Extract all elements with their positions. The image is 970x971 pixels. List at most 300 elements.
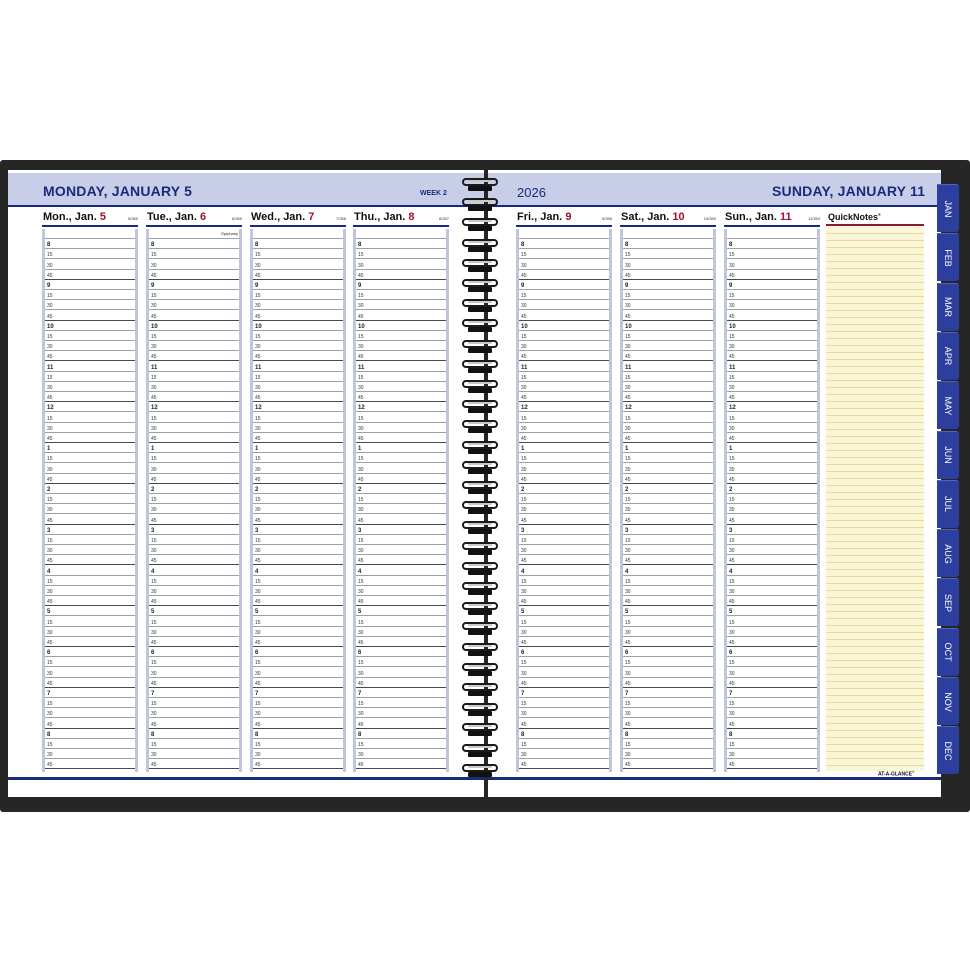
time-slot[interactable] (356, 515, 446, 525)
time-slot[interactable] (356, 596, 446, 606)
time-slot[interactable] (45, 657, 135, 667)
time-slot[interactable] (727, 759, 817, 769)
time-slot[interactable] (356, 566, 446, 576)
time-slot[interactable] (727, 280, 817, 290)
time-slot[interactable] (623, 504, 713, 514)
time-slot[interactable] (356, 239, 446, 249)
time-slot[interactable] (149, 708, 239, 718)
time-slot[interactable] (727, 596, 817, 606)
time-slot[interactable] (149, 759, 239, 769)
time-slot[interactable] (356, 668, 446, 678)
time-slot[interactable] (253, 515, 343, 525)
time-slot[interactable] (45, 555, 135, 565)
time-slot[interactable] (356, 300, 446, 310)
time-slot[interactable] (45, 433, 135, 443)
time-slot[interactable] (45, 627, 135, 637)
time-slot[interactable] (519, 249, 609, 259)
time-slot[interactable] (45, 382, 135, 392)
time-slot[interactable] (45, 729, 135, 739)
time-slot[interactable] (356, 678, 446, 688)
time-slot[interactable] (519, 280, 609, 290)
time-slot[interactable] (623, 729, 713, 739)
time-slot[interactable] (149, 280, 239, 290)
time-slot[interactable] (253, 474, 343, 484)
time-slot[interactable] (253, 596, 343, 606)
time-slot[interactable] (45, 464, 135, 474)
time-slot[interactable] (356, 362, 446, 372)
time-slot[interactable] (519, 433, 609, 443)
time-slot[interactable] (519, 229, 609, 239)
time-slot[interactable] (253, 586, 343, 596)
time-slot[interactable] (149, 698, 239, 708)
time-slot[interactable] (519, 372, 609, 382)
time-slot[interactable] (253, 688, 343, 698)
time-slot[interactable] (356, 606, 446, 616)
time-slot[interactable] (253, 647, 343, 657)
time-slot[interactable] (253, 606, 343, 616)
time-slot[interactable] (623, 657, 713, 667)
time-slot[interactable] (149, 719, 239, 729)
time-slot[interactable] (356, 759, 446, 769)
time-slot[interactable] (45, 413, 135, 423)
time-slot[interactable] (356, 413, 446, 423)
time-slot[interactable] (519, 657, 609, 667)
time-slot[interactable] (149, 300, 239, 310)
time-slot[interactable] (623, 372, 713, 382)
time-slot[interactable] (623, 515, 713, 525)
time-slot[interactable] (149, 494, 239, 504)
time-slot[interactable] (149, 627, 239, 637)
time-slot[interactable] (727, 382, 817, 392)
time-slot[interactable] (253, 555, 343, 565)
time-slot[interactable] (149, 545, 239, 555)
time-slot[interactable] (45, 504, 135, 514)
time-slot[interactable] (623, 229, 713, 239)
time-slot[interactable] (356, 474, 446, 484)
time-slot[interactable] (623, 566, 713, 576)
time-slot[interactable] (727, 555, 817, 565)
time-slot[interactable] (356, 351, 446, 361)
time-slot[interactable] (356, 749, 446, 759)
time-slot[interactable] (519, 576, 609, 586)
time-slot[interactable] (623, 280, 713, 290)
time-slot[interactable] (727, 627, 817, 637)
time-slot[interactable] (727, 637, 817, 647)
time-slot[interactable] (45, 443, 135, 453)
time-slot[interactable] (727, 311, 817, 321)
time-slot[interactable] (727, 749, 817, 759)
time-slot[interactable] (623, 453, 713, 463)
time-slot[interactable] (253, 668, 343, 678)
time-slot[interactable] (149, 331, 239, 341)
time-slot[interactable] (727, 576, 817, 586)
time-slot[interactable] (45, 280, 135, 290)
time-slot[interactable] (45, 688, 135, 698)
time-slot[interactable] (356, 341, 446, 351)
time-slot[interactable] (45, 647, 135, 657)
time-slot[interactable] (519, 545, 609, 555)
time-slot[interactable] (727, 474, 817, 484)
time-slot[interactable] (356, 423, 446, 433)
time-slot[interactable] (623, 545, 713, 555)
time-slot[interactable] (356, 290, 446, 300)
time-slot[interactable] (356, 484, 446, 494)
time-slot[interactable] (519, 392, 609, 402)
time-slot[interactable] (623, 331, 713, 341)
time-slot[interactable] (519, 260, 609, 270)
time-slot[interactable] (356, 525, 446, 535)
time-slot[interactable] (623, 759, 713, 769)
time-slot[interactable] (519, 606, 609, 616)
time-slot[interactable] (727, 698, 817, 708)
time-slot[interactable] (727, 433, 817, 443)
time-slot[interactable] (149, 392, 239, 402)
time-slot[interactable] (623, 341, 713, 351)
time-slot[interactable] (727, 392, 817, 402)
time-slot[interactable] (519, 586, 609, 596)
time-slot[interactable] (727, 719, 817, 729)
time-slot[interactable] (727, 402, 817, 412)
time-slot[interactable] (253, 698, 343, 708)
time-slot[interactable] (253, 239, 343, 249)
time-slot[interactable] (727, 464, 817, 474)
time-slot[interactable] (519, 525, 609, 535)
time-slot[interactable] (727, 525, 817, 535)
time-slot[interactable] (253, 433, 343, 443)
time-slot[interactable] (727, 504, 817, 514)
time-slot[interactable] (356, 719, 446, 729)
time-slot[interactable] (727, 351, 817, 361)
time-slot[interactable] (623, 719, 713, 729)
time-slot[interactable] (45, 300, 135, 310)
time-slot[interactable] (356, 321, 446, 331)
month-tab[interactable] (937, 283, 959, 331)
time-slot[interactable] (623, 627, 713, 637)
time-slot[interactable] (623, 494, 713, 504)
time-slot[interactable] (45, 535, 135, 545)
time-slot[interactable] (45, 739, 135, 749)
time-slot[interactable] (727, 229, 817, 239)
time-slot[interactable] (727, 657, 817, 667)
time-slot[interactable] (623, 392, 713, 402)
time-slot[interactable] (356, 555, 446, 565)
time-slot[interactable] (45, 392, 135, 402)
time-slot[interactable] (623, 678, 713, 688)
time-slot[interactable] (45, 474, 135, 484)
time-slot[interactable] (727, 453, 817, 463)
time-slot[interactable] (253, 545, 343, 555)
time-slot[interactable] (623, 688, 713, 698)
time-slot[interactable] (253, 280, 343, 290)
time-slot[interactable] (727, 372, 817, 382)
time-slot[interactable] (45, 494, 135, 504)
time-slot[interactable] (45, 362, 135, 372)
time-slot[interactable] (623, 617, 713, 627)
month-tab[interactable] (937, 578, 959, 626)
time-slot[interactable] (149, 260, 239, 270)
time-slot[interactable] (149, 402, 239, 412)
time-slot[interactable] (623, 311, 713, 321)
time-slot[interactable] (253, 657, 343, 667)
time-slot[interactable] (149, 617, 239, 627)
time-slot[interactable] (519, 341, 609, 351)
time-slot[interactable] (727, 739, 817, 749)
time-slot[interactable] (356, 372, 446, 382)
time-slot[interactable] (149, 433, 239, 443)
time-slot[interactable] (149, 249, 239, 259)
time-slot[interactable] (356, 586, 446, 596)
time-slot[interactable] (623, 443, 713, 453)
time-slot[interactable] (623, 402, 713, 412)
time-slot[interactable] (149, 453, 239, 463)
time-slot[interactable] (356, 739, 446, 749)
month-tab[interactable] (937, 431, 959, 479)
time-slot[interactable] (356, 708, 446, 718)
time-slot[interactable] (149, 749, 239, 759)
time-slot[interactable] (45, 239, 135, 249)
time-slot[interactable] (623, 351, 713, 361)
time-slot[interactable] (519, 443, 609, 453)
time-slot[interactable] (727, 321, 817, 331)
time-slot[interactable] (727, 341, 817, 351)
time-slot[interactable] (45, 668, 135, 678)
time-slot[interactable] (253, 484, 343, 494)
time-slot[interactable] (623, 708, 713, 718)
time-slot[interactable] (253, 627, 343, 637)
time-slot[interactable] (149, 372, 239, 382)
time-slot[interactable] (356, 260, 446, 270)
time-slot[interactable] (727, 260, 817, 270)
time-slot[interactable] (519, 515, 609, 525)
time-slot[interactable] (45, 341, 135, 351)
time-slot[interactable] (45, 423, 135, 433)
month-tab[interactable] (937, 480, 959, 528)
time-slot[interactable] (149, 525, 239, 535)
time-slot[interactable] (253, 249, 343, 259)
time-slot[interactable] (727, 239, 817, 249)
time-slot[interactable] (253, 402, 343, 412)
time-slot[interactable] (727, 606, 817, 616)
time-slot[interactable] (519, 504, 609, 514)
time-slot[interactable] (519, 698, 609, 708)
time-slot[interactable] (45, 260, 135, 270)
time-slot[interactable] (149, 290, 239, 300)
time-slot[interactable] (623, 606, 713, 616)
time-slot[interactable] (253, 311, 343, 321)
time-slot[interactable] (253, 331, 343, 341)
time-slot[interactable] (45, 453, 135, 463)
time-slot[interactable] (519, 239, 609, 249)
time-slot[interactable] (356, 229, 446, 239)
time-slot[interactable] (149, 229, 239, 239)
time-slot[interactable] (45, 229, 135, 239)
quicknotes-lined-area[interactable] (826, 227, 924, 771)
time-slot[interactable] (356, 311, 446, 321)
time-slot[interactable] (45, 525, 135, 535)
time-slot[interactable] (623, 423, 713, 433)
time-slot[interactable] (519, 413, 609, 423)
time-slot[interactable] (356, 535, 446, 545)
time-slot[interactable] (356, 392, 446, 402)
time-slot[interactable] (519, 321, 609, 331)
time-slot[interactable] (519, 494, 609, 504)
time-slot[interactable] (623, 739, 713, 749)
time-slot[interactable] (727, 647, 817, 657)
time-slot[interactable] (45, 678, 135, 688)
time-slot[interactable] (356, 545, 446, 555)
time-slot[interactable] (253, 453, 343, 463)
time-slot[interactable] (727, 290, 817, 300)
time-slot[interactable] (356, 637, 446, 647)
time-slot[interactable] (45, 566, 135, 576)
time-slot[interactable] (149, 637, 239, 647)
month-tab[interactable] (937, 677, 959, 725)
time-slot[interactable] (623, 290, 713, 300)
time-slot[interactable] (727, 331, 817, 341)
time-slot[interactable] (253, 719, 343, 729)
time-slot[interactable] (253, 749, 343, 759)
time-slot[interactable] (519, 311, 609, 321)
time-slot[interactable] (149, 270, 239, 280)
time-slot[interactable] (519, 678, 609, 688)
time-slot[interactable] (727, 617, 817, 627)
time-slot[interactable] (253, 525, 343, 535)
time-slot[interactable] (149, 688, 239, 698)
time-slot[interactable] (356, 453, 446, 463)
time-slot[interactable] (356, 494, 446, 504)
time-slot[interactable] (356, 688, 446, 698)
time-slot[interactable] (623, 413, 713, 423)
time-slot[interactable] (253, 229, 343, 239)
time-slot[interactable] (253, 362, 343, 372)
time-slot[interactable] (149, 657, 239, 667)
time-slot[interactable] (519, 719, 609, 729)
time-slot[interactable] (253, 413, 343, 423)
time-slot[interactable] (623, 637, 713, 647)
time-slot[interactable] (45, 576, 135, 586)
time-slot[interactable] (727, 668, 817, 678)
time-slot[interactable] (623, 525, 713, 535)
time-slot[interactable] (149, 311, 239, 321)
time-slot[interactable] (727, 494, 817, 504)
time-slot[interactable] (519, 382, 609, 392)
time-slot[interactable] (149, 668, 239, 678)
time-slot[interactable] (519, 566, 609, 576)
time-slot[interactable] (149, 576, 239, 586)
time-slot[interactable] (45, 596, 135, 606)
time-slot[interactable] (149, 555, 239, 565)
time-slot[interactable] (623, 555, 713, 565)
time-slot[interactable] (519, 351, 609, 361)
time-slot[interactable] (727, 688, 817, 698)
time-slot[interactable] (623, 535, 713, 545)
time-slot[interactable] (356, 504, 446, 514)
time-slot[interactable] (253, 617, 343, 627)
time-slot[interactable] (519, 362, 609, 372)
time-slot[interactable] (727, 586, 817, 596)
time-slot[interactable] (149, 443, 239, 453)
time-slot[interactable] (519, 759, 609, 769)
time-slot[interactable] (45, 249, 135, 259)
time-slot[interactable] (356, 647, 446, 657)
time-slot[interactable] (727, 443, 817, 453)
time-slot[interactable] (519, 555, 609, 565)
time-slot[interactable] (519, 668, 609, 678)
time-slot[interactable] (253, 443, 343, 453)
time-slot[interactable] (623, 749, 713, 759)
time-slot[interactable] (519, 535, 609, 545)
time-slot[interactable] (519, 270, 609, 280)
time-slot[interactable] (45, 484, 135, 494)
time-slot[interactable] (356, 576, 446, 586)
quicknotes-panel[interactable] (826, 210, 924, 771)
time-slot[interactable] (149, 474, 239, 484)
time-slot[interactable] (253, 392, 343, 402)
time-slot[interactable] (727, 249, 817, 259)
time-slot[interactable] (253, 351, 343, 361)
time-slot[interactable] (623, 474, 713, 484)
time-slot[interactable] (149, 606, 239, 616)
time-slot[interactable] (253, 535, 343, 545)
time-slot[interactable] (623, 647, 713, 657)
time-slot[interactable] (149, 678, 239, 688)
time-slot[interactable] (356, 280, 446, 290)
time-slot[interactable] (45, 617, 135, 627)
time-slot[interactable] (623, 249, 713, 259)
time-slot[interactable] (149, 729, 239, 739)
time-slot[interactable] (45, 321, 135, 331)
time-slot[interactable] (149, 464, 239, 474)
time-slot[interactable] (519, 474, 609, 484)
time-slot[interactable] (356, 617, 446, 627)
time-slot[interactable] (149, 596, 239, 606)
time-slot[interactable] (45, 402, 135, 412)
time-slot[interactable] (519, 402, 609, 412)
time-slot[interactable] (623, 239, 713, 249)
time-slot[interactable] (727, 678, 817, 688)
time-slot[interactable] (623, 484, 713, 494)
time-slot[interactable] (253, 678, 343, 688)
time-slot[interactable] (149, 351, 239, 361)
time-slot[interactable] (623, 464, 713, 474)
time-slot[interactable] (253, 382, 343, 392)
time-slot[interactable] (149, 739, 239, 749)
time-slot[interactable] (623, 270, 713, 280)
time-slot[interactable] (727, 708, 817, 718)
time-slot[interactable] (45, 311, 135, 321)
time-slot[interactable] (727, 729, 817, 739)
time-slot[interactable] (519, 708, 609, 718)
time-slot[interactable] (727, 423, 817, 433)
time-slot[interactable] (45, 698, 135, 708)
time-slot[interactable] (253, 270, 343, 280)
time-slot[interactable] (45, 372, 135, 382)
time-slot[interactable] (519, 423, 609, 433)
time-slot[interactable] (45, 290, 135, 300)
time-slot[interactable] (45, 759, 135, 769)
time-slot[interactable] (727, 566, 817, 576)
time-slot[interactable] (356, 443, 446, 453)
time-slot[interactable] (519, 300, 609, 310)
month-tab[interactable] (937, 726, 959, 774)
time-slot[interactable] (623, 596, 713, 606)
time-slot[interactable] (623, 698, 713, 708)
time-slot[interactable] (519, 464, 609, 474)
time-slot[interactable] (149, 413, 239, 423)
time-slot[interactable] (727, 300, 817, 310)
time-slot[interactable] (45, 515, 135, 525)
time-slot[interactable] (519, 627, 609, 637)
